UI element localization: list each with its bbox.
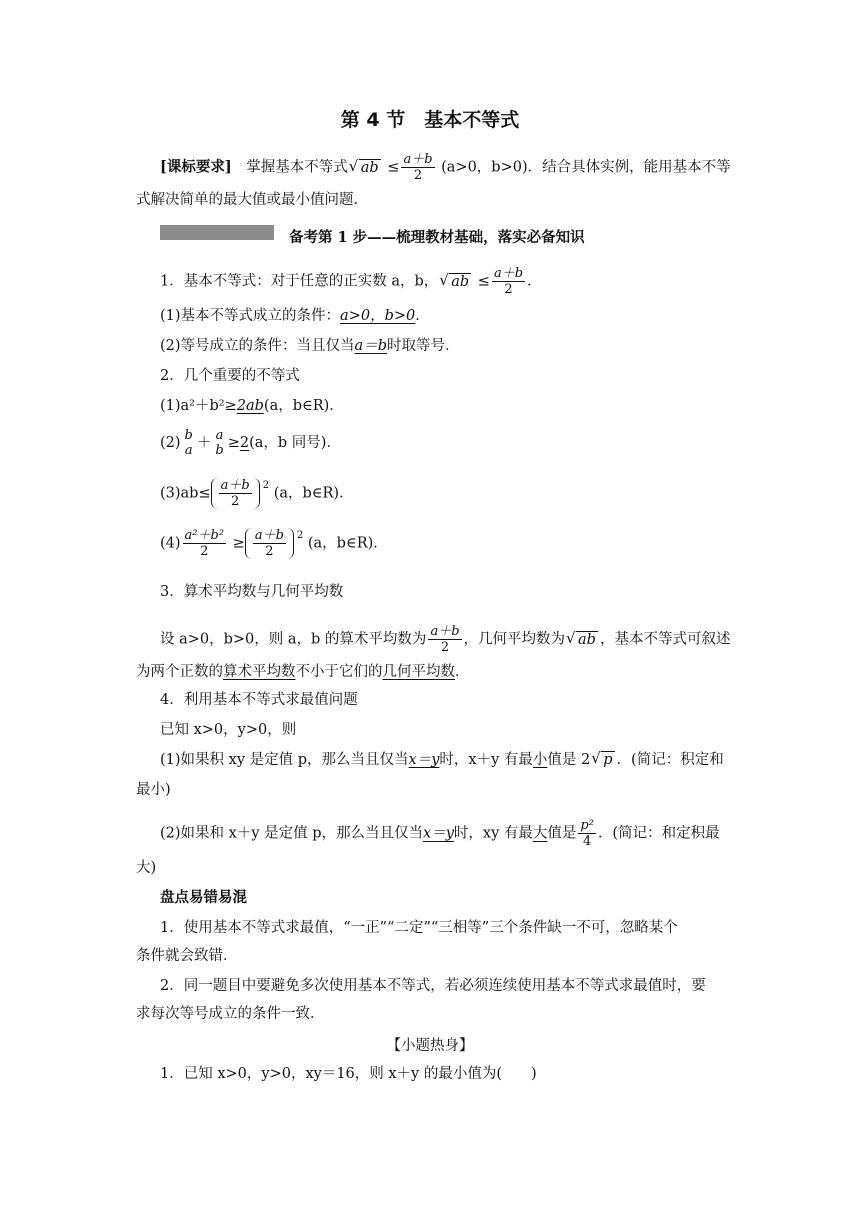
question-1: 1．已知 x>0，y>0，xy＝16，则 x＋y 的最小值为( ) — [160, 1066, 537, 1082]
pitfall-2-line2: 求每次等号成立的条件一致． — [136, 1006, 325, 1022]
fraction-mean: $\frac{a+b}{2}$ — [403, 152, 433, 183]
inequality-1-answer: 2ab — [236, 398, 264, 414]
section1-heading: 1．基本不等式：对于任意的正实数 a，b，√ ab ≤ $\frac{a+b}{2}$ ． — [160, 266, 542, 297]
condition-2-answer: a＝b — [354, 338, 387, 354]
requirement-condition: (a>0，b>0)．结合具体实例，能用基本不等 — [441, 159, 731, 176]
step-heading: 备考第 1 步——梳理教材基础，落实必备知识 — [289, 229, 585, 246]
case-2-line2: 大) — [136, 860, 157, 876]
answer-arithmetic-mean: 算术平均数 — [223, 664, 296, 680]
pitfall-1-line2: 条件就会致错． — [136, 948, 238, 964]
condition-1: (1)基本不等式成立的条件：a>0，b>0． — [160, 308, 430, 324]
section3-para-line1: 设 a>0，b>0，则 a，b 的算术平均数为 $\frac{a+b}{2}$ ，几何平均数为√ ab ，基本不等式可叙述 — [160, 624, 730, 655]
warmup-heading: 【小题热身】 — [386, 1038, 474, 1054]
inequality-4: (4) $\frac{\text{a²＋b²}}{2}$ ≥ $\frac{a+b}{2}$ $^2$ (a，b∈R)． — [160, 528, 388, 559]
paren-group: $\frac{a+b}{2}$ — [211, 478, 260, 509]
step-banner-bar — [160, 225, 274, 240]
sqrt-p: √ p — [592, 750, 614, 770]
inequality-2: (2) b a ＋ a b ≥2(a，b 同号)． — [160, 428, 341, 458]
case-2-answer-condition: x＝y — [423, 825, 454, 842]
pitfalls-heading: 盘点易错易混 — [160, 890, 247, 906]
section4-heading: 4．利用基本不等式求最值问题 — [160, 692, 358, 708]
sqrt-ab: √ ab — [350, 158, 381, 178]
case-2-line1: (2)如果和 x＋y 是定值 p，那么当且仅当x＝y时，xy 有最大值是 $\frac{\text{p²}}{4}$ ．(简记：和定积最 — [160, 818, 720, 849]
requirement-line-2: 式解决简单的最大值或最小值问题． — [136, 192, 368, 208]
pitfall-1-line1: 1．使用基本不等式求最值，“一正”“二定”“三相等”三个条件缺一不可，忽略某个 — [160, 920, 678, 936]
fraction-mean: $\frac{a+b}{2}$ — [493, 266, 524, 297]
section2-heading: 2．几个重要的不等式 — [160, 368, 300, 384]
case-1-answer-min: 小 — [532, 752, 548, 768]
case-2-answer-max: 大 — [532, 825, 548, 842]
sqrt-ab: √ ab — [440, 272, 471, 292]
section4-given: 已知 x>0，y>0，则 — [160, 722, 297, 738]
inequality-1: (1)a²＋b²≥2ab(a，b∈R)． — [160, 398, 344, 414]
condition-2: (2)等号成立的条件：当且仅当a＝b时取等号． — [160, 338, 460, 354]
requirement-line-1: [课标要求] 掌握基本不等式√ ab ≤ $\frac{a+b}{2}$ (a>0，b>0)．结合具体实例，能用基本不等 — [160, 152, 731, 183]
section3-para-line2: 为两个正数的算术平均数不小于它们的几何平均数． — [136, 664, 470, 680]
requirement-text: 掌握基本不等式 — [231, 159, 348, 176]
requirement-label: [课标要求] — [160, 158, 232, 176]
condition-1-answer: a>0，b>0 — [340, 308, 416, 324]
section3-heading: 3．算术平均数与几何平均数 — [160, 584, 344, 600]
page-title: 第 4 节 基本不等式 — [340, 109, 520, 131]
inequality-3: (3)ab≤ $\frac{a+b}{2}$ $^2$ (a，b∈R)． — [160, 478, 354, 509]
case-1-line1: (1)如果积 xy 是定值 p，那么当且仅当x＝y时，x＋y 有最小值是 2√ p ．(简记：积定和 — [160, 750, 724, 770]
answer-geometric-mean: 几何平均数 — [382, 664, 455, 680]
case-1-answer-condition: x＝y — [408, 752, 440, 768]
sqrt-ab: √ ab — [567, 630, 598, 650]
paren-group: $\frac{a+b}{2}$ — [245, 528, 294, 559]
inequality-2-answer: 2 — [239, 435, 250, 451]
case-1-line2: 最小) — [136, 782, 171, 798]
pitfall-2-line1: 2．同一题目中要避免多次使用基本不等式，若必须连续使用基本不等式求最值时，要 — [160, 978, 706, 994]
